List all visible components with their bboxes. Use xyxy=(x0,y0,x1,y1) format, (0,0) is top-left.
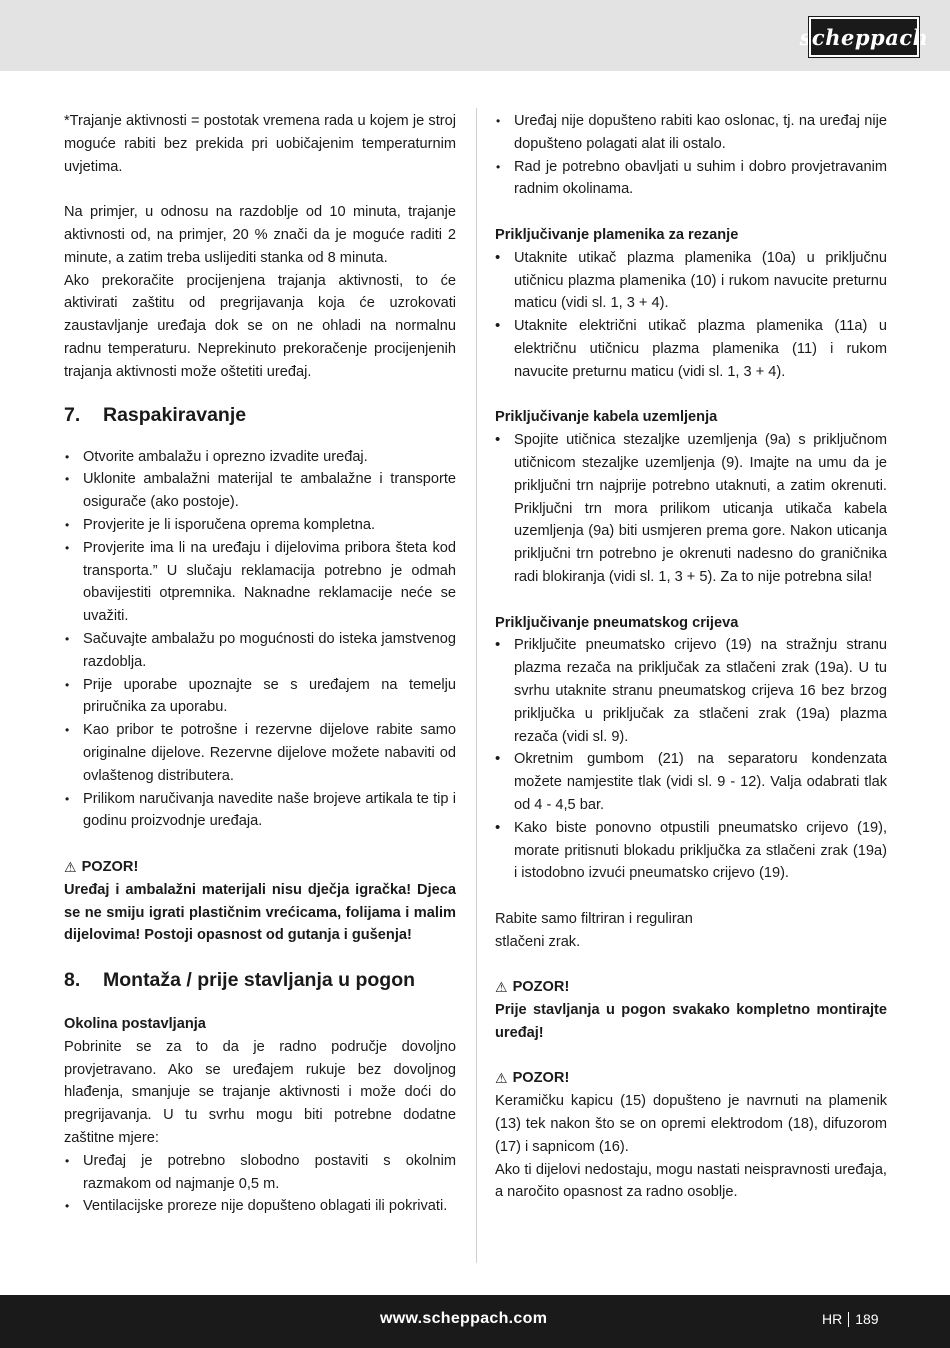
torch-list xyxy=(495,247,887,384)
column-divider xyxy=(476,108,477,1263)
environment-subheading: Okolina postavljanja xyxy=(64,1016,206,1033)
duty-cycle-definition: *Trajanje aktivnosti = postotak vremena rada u kojem je stroj moguće rabiti bez prekida pri uobičajenim temperaturnim uvjetima. xyxy=(64,113,456,175)
list-item: • Provjerite je li isporučena oprema kompletna. xyxy=(64,514,456,537)
list-item: • Okretnim gumbom (21) na separatoru kondenzata možete namjestite tlak (vidi sl. 9 - 12). Valja odabrati tlak od 4 - 4,5 bar. xyxy=(495,748,887,816)
list-item: • Spojite utičnica stezaljke uzemljenja (9a) s priključnom utičnicom stezaljke uzemljenja (9). Imajte na umu da je priključni trn najprije potrebno utaknuti, a zatim okrenuti. Priključni trn mora prilikom uticanja utikača kabela uzemljenja (9a) biti usmjeren prema gore. Nakon uticanja priključni trn potrebno je okrenuti nadesno do graničnika radi blokiranja (vidi sl. 1, 3 + 5). Za to nije potrebna sila! xyxy=(495,429,887,589)
environment-list xyxy=(64,1150,456,1218)
section-8-title: Montaža / prije stavljanja u pogon xyxy=(103,969,416,992)
left-column xyxy=(64,110,456,1218)
environment-text: Pobrinite se za to da je radno područje dovoljno provjetravano. Ako se uređajem rukuje bez dovoljnog hlađenja, smanjuje se trajanje aktivnosti i može doći do pregrijavanja. U tu svrhu mogu biti potrebne dodatne zaštitne mjere: xyxy=(64,1038,456,1147)
list-item: • Priključite pneumatsko crijevo (19) na stražnju stranu plazma rezača na priključak za stlačeni zrak (19a). U tu svrhu utaknite stranu pneumatskog crijeva 16 bez brzog priključka u priključak za stlačeni zrak (19a) plazma rezača (vidi sl. 9). xyxy=(495,634,887,748)
warning-2-text: Prije stavljanja u pogon svakako kompletno montirajte uređaj! xyxy=(495,1002,887,1041)
list-item: • Uređaj nije dopušteno rabiti kao oslonac, tj. na uređaj nije dopušteno polagati alat ili ostalo. xyxy=(495,110,887,156)
list-item: • Uklonite ambalažni materijal te ambalažne i transporte osigurače (ako postoje). xyxy=(64,468,456,514)
list-item: • Provjerite ima li na uređaju i dijelovima pribora šteta kod transporta.” U slučaju reklamacija potrebno je odmah obavijestiti otpremnika. Naknadne reklamacije neće se uvažiti. xyxy=(64,537,456,628)
page-reference xyxy=(822,1311,879,1327)
hose-list xyxy=(495,634,887,885)
section-7-number: 7. xyxy=(64,403,81,426)
filtered-air-note-line-2: stlačeni zrak. xyxy=(495,933,581,950)
page-number: 189 xyxy=(855,1311,879,1327)
warning-2-title xyxy=(495,976,887,999)
page-separator xyxy=(848,1312,849,1327)
section-7-title: Raspakiravanje xyxy=(103,403,247,426)
filtered-air-note-line-1: Rabite samo filtriran i reguliran xyxy=(495,910,693,927)
list-item: • Utaknite električni utikač plazma plamenika (11a) u električnu utičnicu plazma plamenika (11) i rukom navucite preturnu maticu (vidi sl. 1, 3 + 4). xyxy=(495,315,887,383)
list-item: • Kako biste ponovno otpustili pneumatsko crijevo (19), morate pritisnuti blokadu priključka za stlačeni zrak (19a) i istodobno izvući pneumatsko crijevo (19). xyxy=(495,817,887,885)
list-item: • Prije uporabe upoznajte se s uređajem na temelju priručnika za uporabu. xyxy=(64,674,456,720)
language-code: HR xyxy=(822,1311,843,1327)
list-item: • Rad je potrebno obavljati u suhim i dobro provjetravanim radnim okolinama. xyxy=(495,156,887,202)
ground-cable-subheading: Priključivanje kabela uzemljenja xyxy=(495,409,718,426)
brand-logo-text: scheppach xyxy=(799,24,929,50)
list-item: • Ventilacijske proreze nije dopušteno oblagati ili pokrivati. xyxy=(64,1195,456,1218)
warning-3-label: POZOR! xyxy=(512,1070,570,1087)
list-item: • Utaknite utikač plazma plamenika (10a) u priključnu utičnicu plazma plamenika (10) i rukom navucite preturnu maticu (vidi sl. 1, 3 + 4). xyxy=(495,247,887,315)
list-item: • Kao pribor te potrošne i rezervne dijelove rabite samo originalne dijelove. Rezervne dijelove možete nabaviti od ovlaštenog distributera. xyxy=(64,719,456,787)
warning-triangle-icon: ⚠ xyxy=(495,979,508,996)
duty-cycle-example: Na primjer, u odnosu na razdoblje od 10 minuta, trajanje aktivnosti od, na primjer, 20 % znači da je moguće raditi 2 minute, a zatim treba uslijediti stanka od 8 minuta. xyxy=(64,204,456,266)
usage-list xyxy=(495,110,887,201)
warning-3-text-2: Ako ti dijelovi nedostaju, mogu nastati neispravnosti uređaja, a naročito opasnost za radno osoblje. xyxy=(495,1161,887,1201)
right-column xyxy=(495,110,887,1204)
warning-1-text: Uređaj i ambalažni materijali nisu dječja igračka! Djeca se ne smiju igrati plastičnim vrećicama, folijama i malim dijelovima! Postoji opasnost od gutanja i gušenja! xyxy=(64,881,456,944)
duty-cycle-overheat: Ako prekoračite procijenjena trajanja aktivnosti, to će aktivirati zaštitu od pregrijavanja koja će uzrokovati zaustavljanje uređaja dok se on ne ohladi na normalnu radnu temperaturu. Neprekinuto prekoračenje procijenjenih trajanja aktivnosti može oštetiti uređaj. xyxy=(64,272,456,380)
warning-2-label: POZOR! xyxy=(512,979,570,996)
list-item: • Prilikom naručivanja navedite naše brojeve artikala te tip i godinu proizvodnje uređaja. xyxy=(64,788,456,834)
header-band xyxy=(0,0,950,71)
warning-triangle-icon: ⚠ xyxy=(64,858,77,875)
warning-3-text-1: Keramičku kapicu (15) dopušteno je navrnuti na plamenik (13) tek nakon što se on opremi elektrodom (18), difuzorom (17) i sapnicom (16). xyxy=(495,1093,887,1155)
list-item: • Sačuvajte ambalažu po mogućnosti do isteka jamstvenog razdoblja. xyxy=(64,628,456,674)
torch-subheading: Priključivanje plamenika za rezanje xyxy=(495,226,739,243)
hose-subheading: Priključivanje pneumatskog crijeva xyxy=(495,614,739,631)
warning-3-title xyxy=(495,1067,887,1090)
section-8-number: 8. xyxy=(64,969,81,992)
section-8-heading xyxy=(64,967,456,993)
ground-cable-list xyxy=(495,429,887,589)
footer-band xyxy=(0,1295,950,1348)
brand-logo xyxy=(799,17,929,57)
website-link[interactable]: www.scheppach.com xyxy=(380,1310,548,1327)
warning-triangle-icon: ⚠ xyxy=(495,1070,508,1087)
section-7-heading xyxy=(64,402,456,428)
unpacking-list xyxy=(64,446,456,834)
warning-1-title xyxy=(64,856,456,879)
list-item: • Otvorite ambalažu i oprezno izvadite uređaj. xyxy=(64,446,456,469)
warning-1-label: POZOR! xyxy=(81,858,139,875)
list-item: • Uređaj je potrebno slobodno postaviti s okolnim razmakom od najmanje 0,5 m. xyxy=(64,1150,456,1196)
